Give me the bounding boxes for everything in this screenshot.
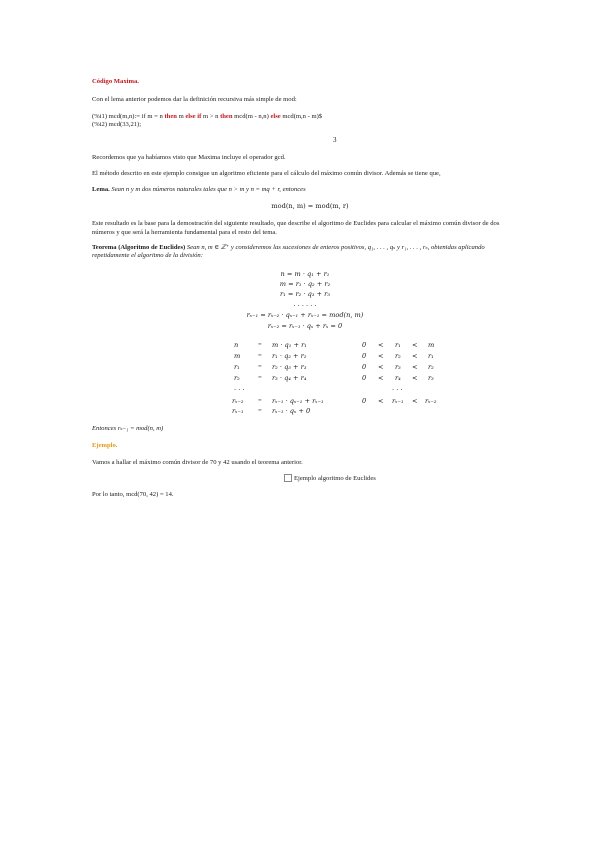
- table-ineq: <: [412, 397, 418, 405]
- lema-formula: mod(n, m) = mod(m, r): [271, 202, 349, 210]
- table-eq: =: [258, 397, 262, 404]
- division-line: rₛ₋₂ = rₛ₋₁ · qₛ + rₛ = 0: [267, 322, 343, 330]
- table-ineq: r₃: [395, 363, 401, 371]
- table-ineq: r₄: [395, 374, 401, 382]
- table-left: m: [234, 352, 241, 360]
- table-left: r₁: [234, 363, 240, 371]
- table-ineq: rₛ₋₂: [425, 397, 437, 405]
- table-left: rₛ₋₁: [232, 407, 244, 415]
- table-left: · · ·: [234, 386, 245, 394]
- table-ineq: 0: [362, 352, 367, 360]
- table-ineq: · · ·: [392, 386, 403, 394]
- table-right: rₛ₋₁ · qₛ + 0: [272, 407, 311, 415]
- table-left: r₂: [234, 374, 240, 382]
- table-right: r₁ · q₂ + r₂: [272, 352, 307, 360]
- image-alt-text: Ejemplo algoritmo de Euclides: [294, 474, 376, 482]
- lema-statement: [92, 186, 306, 195]
- table-ineq: <: [412, 363, 418, 371]
- euclid-example-image: [284, 474, 376, 482]
- broken-image-icon: [284, 474, 292, 482]
- table-ineq: m: [428, 341, 435, 349]
- table-ineq: <: [412, 374, 418, 382]
- teorema-line-2: repetidamente el algoritmo de la división:: [92, 252, 203, 259]
- table-ineq: <: [412, 352, 418, 360]
- teorema-text: Sean n, m ∈ ℤ⁺ y consideremos las sucesiones de enteros positivos, q₁, . . . , qₛ y r₁, . . . , rₛ, obtenidas aplicando: [186, 244, 485, 251]
- table-left: rₛ₋₂: [232, 397, 244, 405]
- division-line: . . . . . .: [293, 300, 317, 308]
- lema-label: Lema.: [92, 186, 110, 193]
- table-ineq: r₂: [428, 363, 434, 371]
- code-segment: mcd(m - n,n): [232, 113, 271, 120]
- table-right: m · q₁ + r₁: [272, 341, 307, 349]
- keyword-else: else: [185, 113, 196, 120]
- code-segment: m: [176, 113, 186, 120]
- table-ineq: <: [378, 341, 384, 349]
- lema-text: Sean n y m dos números naturales tales que n > m y n = mq + r, entonces: [111, 186, 306, 193]
- code-segment: (%i1) mcd(m,n):= if m = n: [92, 113, 165, 120]
- table-ineq: <: [412, 341, 418, 349]
- table-ineq: <: [378, 363, 384, 371]
- table-eq: =: [258, 363, 262, 370]
- table-ineq: rₛ₋₁: [392, 397, 404, 405]
- table-eq: =: [258, 407, 262, 414]
- table-ineq: r₃: [428, 374, 434, 382]
- code-segment: m > n: [201, 113, 221, 120]
- table-eq: =: [258, 341, 262, 348]
- output-value: 3: [333, 136, 337, 144]
- table-ineq: <: [378, 352, 384, 360]
- entonces-line: Entonces rₛ₋₁ = mod(n, m): [92, 425, 164, 432]
- code-segment: mcd(m,n - m)$: [280, 113, 323, 120]
- table-eq: =: [258, 352, 262, 359]
- table-right: r₃ · q₄ + r₄: [272, 374, 307, 382]
- table-ineq: r₁: [428, 352, 434, 360]
- keyword-else: else: [270, 113, 281, 120]
- table-ineq: <: [378, 374, 384, 382]
- division-line: rₛ₋₁ = rₛ₋₂ · qₛ₋₁ + rₛ₋₁ = mod(n, m): [246, 311, 364, 319]
- teorema-label: Teorema (Algoritmo de Euclides): [92, 244, 186, 251]
- table-ineq: <: [378, 397, 384, 405]
- table-ineq: 0: [362, 363, 367, 371]
- por-lo-tanto-paragraph: Por lo tanto, mcd(70, 42) = 14.: [92, 491, 174, 498]
- ejemplo-heading: Ejemplo.: [92, 442, 118, 449]
- este-resultado-paragraph: Este resultado es la base para la demostración del siguiente resultado, que describe el algoritmo de Euclides para calcular el máximo común divisor de dos números y que será la herramienta fundamental para el resto del tema.: [92, 220, 500, 236]
- table-ineq: r₁: [395, 341, 401, 349]
- vamos-paragraph: Vamos a hallar el máximo común divisor de 70 y 42 usando el teorema anterior.: [92, 459, 303, 466]
- table-right: rₛ₋₁ · qₛ₋₁ + rₛ₋₁: [272, 397, 324, 405]
- division-line: n = m · q₁ + r₁: [280, 270, 330, 278]
- keyword-if: if: [195, 113, 202, 120]
- division-line: r₁ = r₂ · q₃ + r₃: [280, 290, 330, 298]
- intro-paragraph: Con el lema anterior podemos dar la definición recursiva más simple de mod:: [92, 96, 297, 103]
- table-ineq: 0: [362, 374, 367, 382]
- table-right: r₂ · q₃ + r₃: [272, 363, 307, 371]
- table-ineq: 0: [362, 397, 367, 405]
- table-ineq: 0: [362, 341, 367, 349]
- metodo-paragraph: El método descrito en este ejemplo consigue un algoritmo eficiente para el cálculo del máximo común divisor. Además se tiene que,: [92, 170, 441, 177]
- table-left: n: [234, 341, 239, 349]
- table-eq: =: [258, 374, 262, 381]
- keyword-then: then: [164, 113, 177, 120]
- recordemos-paragraph: Recordemos que ya habíamos visto que Maxima incluye el operador gcd.: [92, 154, 286, 161]
- keyword-then: then: [220, 113, 233, 120]
- division-line: m = r₁ · q₂ + r₂: [279, 280, 331, 288]
- codigo-maxima-heading: Código Maxima.: [92, 78, 139, 85]
- table-ineq: r₂: [395, 352, 401, 360]
- code-line-2: (%i2) mcd(33,21);: [92, 121, 142, 128]
